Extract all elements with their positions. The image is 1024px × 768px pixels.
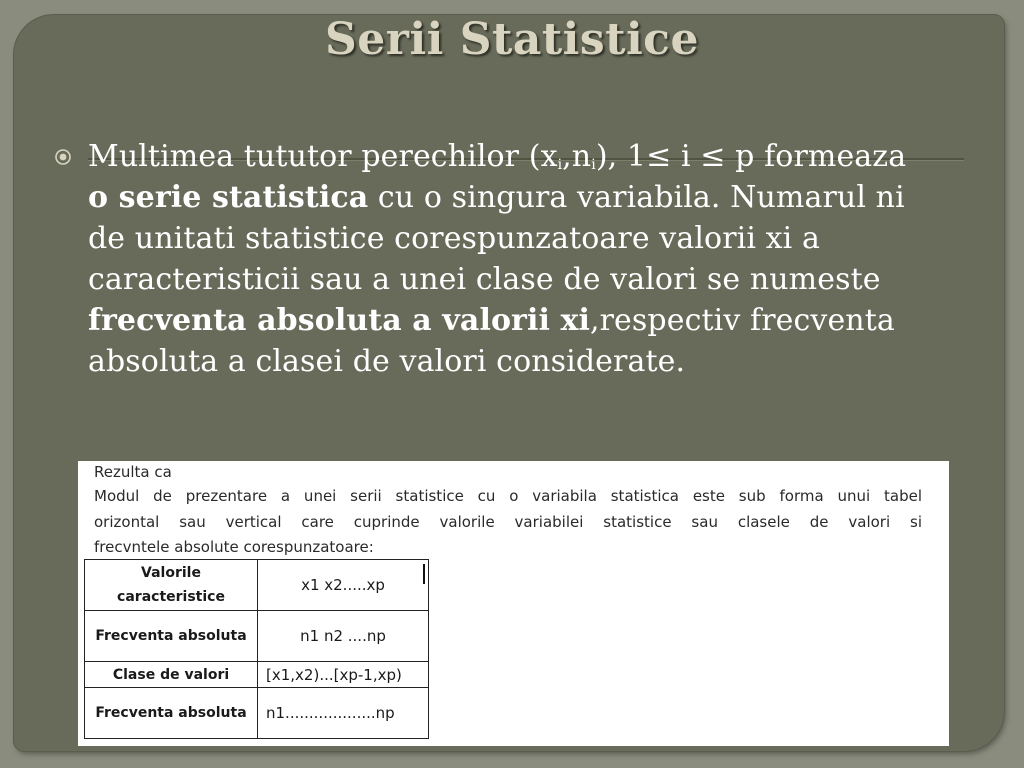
- bold-term-serie-statistica: o serie statistica: [88, 180, 369, 215]
- subscript-i: i: [557, 157, 563, 173]
- embed-line: Modul de prezentare a unei serii statistice cu o variabila statistica este sub forma unui tabel: [94, 487, 922, 505]
- table-value-cell: [x1,x2)...[xp-1,xp): [258, 662, 429, 688]
- circle-bullet-icon: [54, 148, 72, 166]
- table-row: [85, 611, 429, 662]
- slide-title: Serii Statistice: [325, 14, 699, 65]
- subscript-i: i: [591, 157, 596, 173]
- paragraph-text: ), 1≤ i ≤ p formeaza: [595, 139, 907, 174]
- table-row: [85, 688, 429, 739]
- statistics-table: [84, 559, 429, 739]
- table-row: [85, 662, 429, 688]
- text-cursor: [423, 564, 425, 584]
- paragraph-text: cu o singura variabila. Numarul ni de unitati statistice corespunzatoare valorii xi a caracteristicii sau a unei clase de valori se numeste: [88, 180, 905, 297]
- paragraph-text: ,n: [562, 139, 592, 174]
- embed-line: frecvntele absolute corespunzatoare:: [94, 538, 374, 556]
- embedded-image: [78, 461, 949, 746]
- embed-line: orizontal sau vertical care cuprinde valorile variabilei statistice sau clasele de valori si: [94, 513, 922, 531]
- table-value-cell: n1 n2 ....np: [258, 611, 429, 662]
- table-header-cell: Clase de valori: [85, 662, 258, 688]
- paragraph-text: Multimea tututor perechilor (x: [88, 139, 558, 174]
- table-header-cell: Frecventa absoluta: [85, 688, 258, 739]
- bold-term-frecventa-absoluta: frecventa absoluta a valorii xi: [88, 303, 590, 338]
- table-value-cell: x1 x2.....xp: [258, 560, 429, 611]
- paragraph-text: ,respectiv frecventa absoluta a clasei de valori considerate.: [88, 303, 895, 379]
- table-row: [85, 560, 429, 611]
- bullet-paragraph: [88, 136, 928, 382]
- table-header-cell: Frecventa absoluta: [85, 611, 258, 662]
- table-header-cell: Valorile caracteristice: [85, 560, 258, 611]
- embed-line-heading: Rezulta ca: [94, 463, 172, 481]
- table-value-cell: n1...................np: [258, 688, 429, 739]
